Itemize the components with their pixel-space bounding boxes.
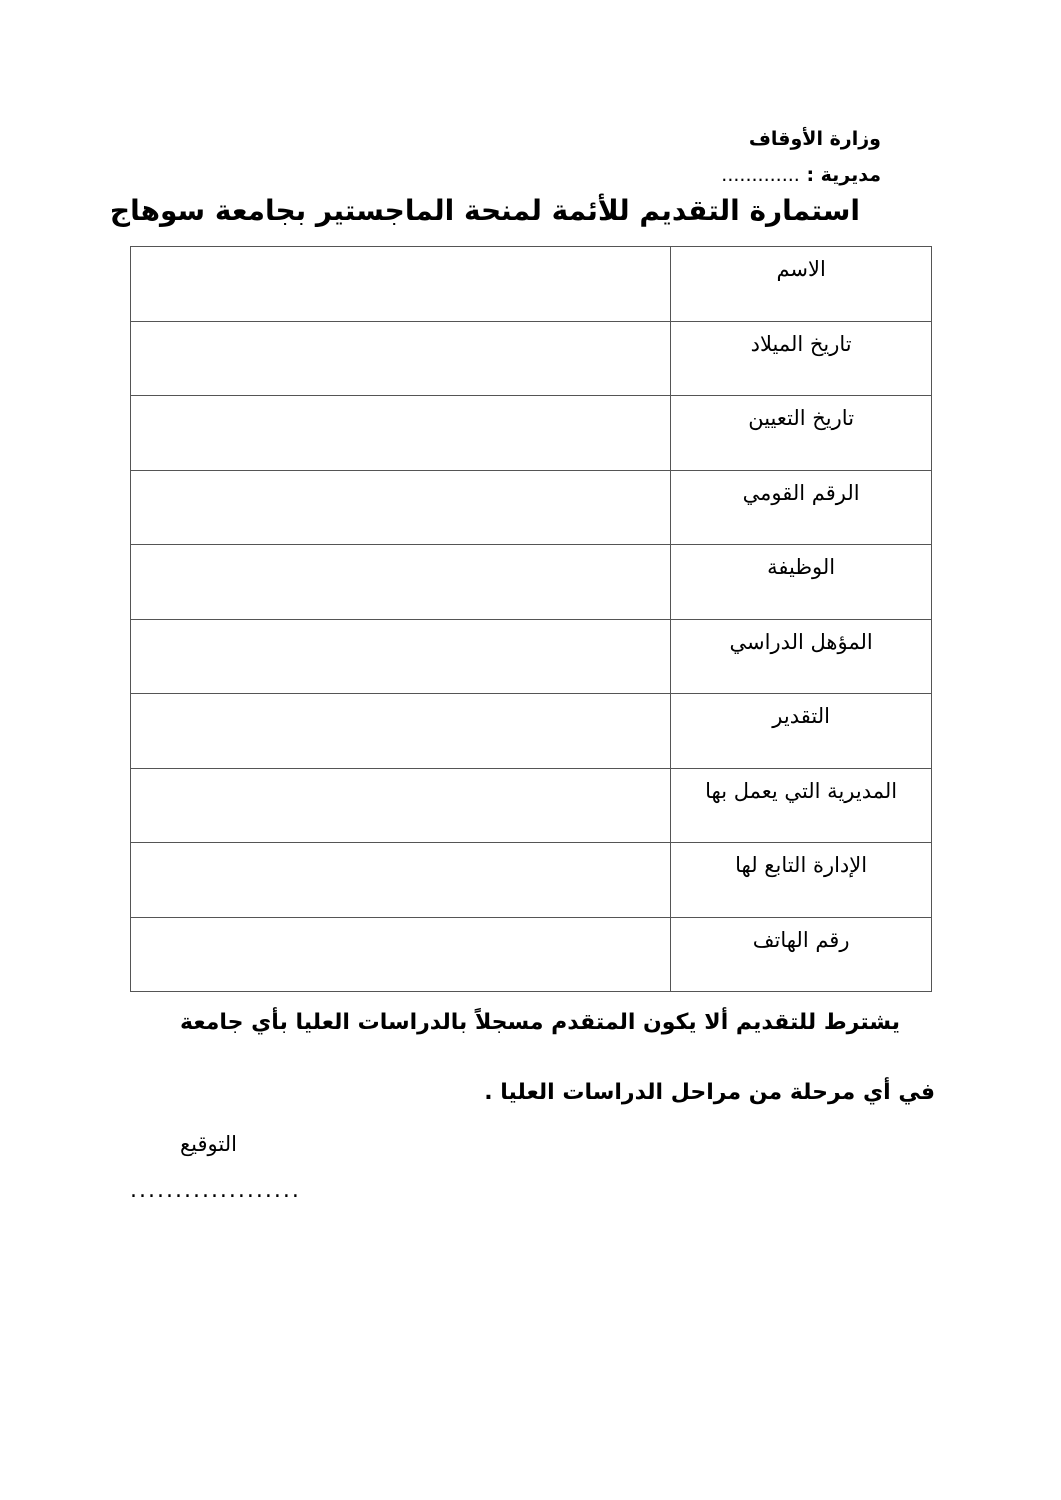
field-value-qualification[interactable] xyxy=(131,619,671,694)
field-label-phone: رقم الهاتف xyxy=(671,917,932,992)
table-row xyxy=(131,619,932,694)
signature-blank[interactable]: ................... xyxy=(130,1178,301,1203)
field-value-work-directorate[interactable] xyxy=(131,768,671,843)
directorate-blank[interactable]: ............. xyxy=(721,164,800,186)
ministry-name: وزارة الأوقاف xyxy=(748,128,881,150)
field-label-job: الوظيفة xyxy=(671,545,932,620)
field-value-appointment-date[interactable] xyxy=(131,396,671,471)
application-form-table xyxy=(130,246,932,992)
table-row xyxy=(131,470,932,545)
table-row xyxy=(131,396,932,471)
table-row xyxy=(131,694,932,769)
field-value-name[interactable] xyxy=(131,247,671,322)
field-label-name: الاسم xyxy=(671,247,932,322)
table-row xyxy=(131,917,932,992)
signature-label: التوقيع xyxy=(180,1132,237,1156)
field-label-administration: الإدارة التابع لها xyxy=(671,843,932,918)
table-row xyxy=(131,321,932,396)
table-row xyxy=(131,545,932,620)
field-value-birth-date[interactable] xyxy=(131,321,671,396)
directorate-label: مديرية : xyxy=(806,164,881,186)
field-label-appointment-date: تاريخ التعيين xyxy=(671,396,932,471)
table-row xyxy=(131,768,932,843)
field-label-national-id: الرقم القومي xyxy=(671,470,932,545)
directorate-line xyxy=(721,164,881,186)
field-value-administration[interactable] xyxy=(131,843,671,918)
condition-line-1: يشترط للتقديم ألا يكون المتقدم مسجلاً بالدراسات العليا بأي جامعة xyxy=(179,1010,900,1035)
field-label-grade: التقدير xyxy=(671,694,932,769)
field-value-phone[interactable] xyxy=(131,917,671,992)
field-label-work-directorate: المديرية التي يعمل بها xyxy=(671,768,932,843)
field-value-national-id[interactable] xyxy=(131,470,671,545)
field-label-birth-date: تاريخ الميلاد xyxy=(671,321,932,396)
condition-line-2: في أي مرحلة من مراحل الدراسات العليا . xyxy=(484,1080,935,1105)
field-value-job[interactable] xyxy=(131,545,671,620)
form-title: استمارة التقديم للأئمة لمنحة الماجستير بجامعة سوهاج xyxy=(109,194,860,227)
table-row xyxy=(131,247,932,322)
table-row xyxy=(131,843,932,918)
field-value-grade[interactable] xyxy=(131,694,671,769)
field-label-qualification: المؤهل الدراسي xyxy=(671,619,932,694)
